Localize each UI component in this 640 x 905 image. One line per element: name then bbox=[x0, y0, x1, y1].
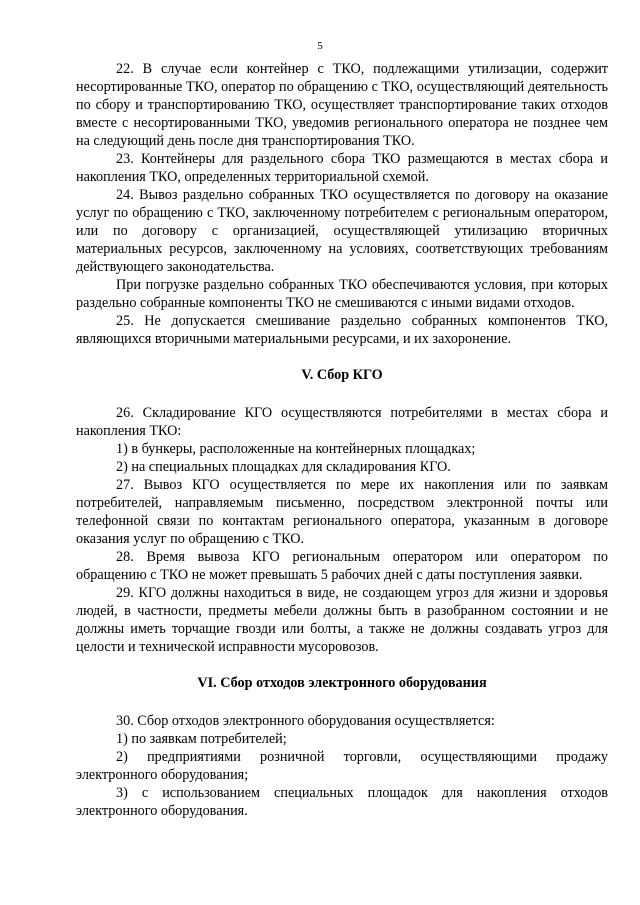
paragraph-23: 23. Контейнеры для раздельного сбора ТКО размещаются в местах сбора и накопления ТКО, определенных территориальной схемой. bbox=[76, 151, 608, 185]
paragraph-30-item-1: 1) по заявкам потребителей; bbox=[116, 731, 287, 747]
paragraph-24-loading: При погрузке раздельно собранных ТКО обеспечиваются условия, при которых раздельно собранные компоненты ТКО не смешиваются с иными видами отходов. bbox=[76, 277, 608, 311]
paragraph-24: 24. Вывоз раздельно собранных ТКО осуществляется по договору на оказание услуг по обращению с ТКО, заключенному потребителем с региональным оператором, или по договору с организацией, осуществляющей утилизацию вторичных материальных ресурсов, заключенному на условиях, соответствующих требованиям действующего законодательства. bbox=[76, 187, 608, 275]
paragraph-30-item-2: 2) предприятиями розничной торговли, осуществляющими продажу электронного оборудования; bbox=[76, 749, 608, 783]
paragraph-26: 26. Складирование КГО осуществляются потребителями в местах сбора и накопления ТКО: bbox=[76, 405, 608, 439]
paragraph-29: 29. КГО должны находиться в виде, не создающем угроз для жизни и здоровья людей, в частности, предметы мебели должны быть в разобранном состоянии и не должны иметь торчащие гвозди или болты, а также не должны создавать угроз для целости и технической исправности мусоровозов. bbox=[76, 585, 608, 655]
paragraph-26-item-1: 1) в бункеры, расположенные на контейнерных площадках; bbox=[116, 441, 476, 457]
document-body bbox=[76, 60, 608, 820]
section-5-heading: V. Сбор КГО bbox=[301, 367, 383, 383]
page-number: 5 bbox=[317, 40, 323, 52]
paragraph-28: 28. Время вывоза КГО региональным оператором или оператором по обращению с ТКО не может превышать 5 рабочих дней с даты поступления заявки. bbox=[76, 549, 608, 583]
spacer bbox=[76, 656, 608, 674]
spacer bbox=[76, 384, 608, 404]
paragraph-22: 22. В случае если контейнер с ТКО, подлежащими утилизации, содержит несортированные ТКО, оператор по обращению с ТКО, осуществляющий деятельность по сбору и транспортированию ТКО, осуществляет транспортирование таких отходов вместе с несортированными ТКО, уведомив регионального оператора не позднее чем на следующий день после дня транспортирования ТКО. bbox=[76, 61, 608, 149]
paragraph-26-item-2: 2) на специальных площадках для складирования КГО. bbox=[116, 459, 451, 475]
paragraph-25: 25. Не допускается смешивание раздельно собранных компонентов ТКО, являющихся вторичными материальными ресурсами, и их захоронение. bbox=[76, 313, 608, 347]
paragraph-30-item-3: 3) с использованием специальных площадок для накопления отходов электронного оборудования. bbox=[76, 785, 608, 819]
spacer bbox=[76, 692, 608, 712]
spacer bbox=[76, 348, 608, 366]
paragraph-30: 30. Сбор отходов электронного оборудования осуществляется: bbox=[116, 713, 495, 729]
paragraph-27: 27. Вывоз КГО осуществляется по мере их накопления или по заявкам потребителей, направляемым письменно, посредством электронной почты или телефонной связи по контактам регионального оператора, указанным в договоре оказания услуг по обращению с ТКО. bbox=[76, 477, 608, 547]
section-6-heading: VI. Сбор отходов электронного оборудования bbox=[197, 675, 487, 691]
